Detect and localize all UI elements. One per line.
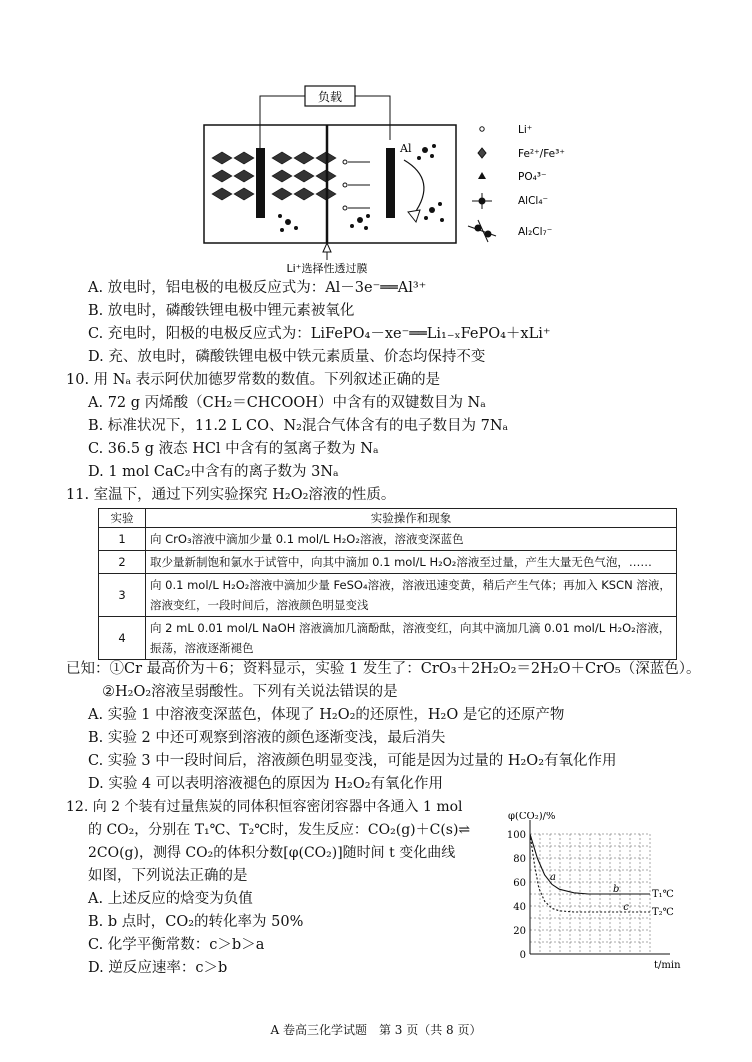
q9-option-c: C. 充电时，阳极的电极反应式为：LiFePO₄－xe⁻══Li₁₋ₓFePO₄＋xLi⁺ bbox=[88, 326, 551, 342]
fe-ion-icon bbox=[478, 148, 486, 158]
page-footer: A 卷高三化学试题 第 3 页（共 8 页） bbox=[270, 1023, 482, 1037]
y-tick-label: 0 bbox=[519, 950, 526, 961]
q12-stem-2: 的 CO₂，分别在 T₁℃、T₂℃时，发生反应：CO₂(g)＋C(s)⇌ bbox=[88, 822, 471, 838]
al2cl7-icon bbox=[468, 220, 496, 242]
legend-item: AlCl₄⁻ bbox=[518, 195, 549, 207]
co2-fraction-chart bbox=[496, 812, 682, 970]
battery-diagram bbox=[200, 80, 572, 275]
table-row bbox=[99, 528, 677, 551]
q10-stem: 10. 用 Nₐ 表示阿伏加德罗常数的数值。下列叙述正确的是 bbox=[66, 372, 441, 388]
lifepo4-crystal-icon bbox=[212, 152, 336, 200]
q11-option-d: D. 实验 4 可以表明溶液褪色的原因为 H₂O₂有氧化作用 bbox=[88, 776, 444, 792]
q12-stem-3: 2CO(g)，测得 CO₂的体积分数[φ(CO₂)]随时间 t 变化曲线 bbox=[88, 845, 456, 861]
q12-option-c: C. 化学平衡常数：c＞b＞a bbox=[88, 937, 265, 953]
series-line bbox=[530, 834, 650, 912]
q12-option-d: D. 逆反应速率：c＞b bbox=[88, 960, 228, 976]
membrane-label: Li⁺选择性透过膜 bbox=[286, 262, 368, 275]
experiment-id: 3 bbox=[99, 574, 146, 617]
q11-stem: 11. 室温下，通过下列实验探究 H₂O₂溶液的性质。 bbox=[66, 487, 396, 503]
experiment-id: 4 bbox=[99, 617, 146, 660]
legend-item: Fe²⁺/Fe³⁺ bbox=[518, 148, 565, 160]
y-tick-label: 80 bbox=[513, 854, 526, 865]
q11-option-c: C. 实验 3 中一段时间后，溶液颜色明显变浅，可能是因为过量的 H₂O₂有氧化作用 bbox=[88, 753, 617, 769]
table-row bbox=[99, 617, 677, 660]
experiment-table bbox=[98, 508, 677, 660]
y-axis-label: φ(CO₂)/% bbox=[508, 812, 556, 822]
table-header: 实验 bbox=[99, 509, 146, 528]
q10-option-c: C. 36.5 g 液态 HCl 中含有的氢离子数为 Nₐ bbox=[88, 441, 379, 457]
y-tick-label: 100 bbox=[506, 830, 526, 841]
legend-item: Al₂Cl₇⁻ bbox=[518, 226, 553, 238]
q9-option-b: B. 放电时，磷酸铁锂电极中锂元素被氧化 bbox=[88, 303, 355, 319]
series-label: T₁℃ bbox=[652, 889, 674, 900]
q12-stem-1: 12. 向 2 个装有过量焦炭的同体积恒容密闭容器中各通入 1 mol bbox=[66, 799, 463, 815]
q10-option-d: D. 1 mol CaC₂中含有的离子数为 3Nₐ bbox=[88, 464, 339, 480]
q9-option-a: A. 放电时，铝电极的电极反应式为：Al－3e⁻══Al³⁺ bbox=[88, 280, 427, 296]
experiment-text: 取少量新制饱和氯水于试管中，向其中滴加 0.1 mol/L H₂O₂溶液至过量，产生大量无色气泡，…… bbox=[146, 551, 677, 574]
q11-known-2: ②H₂O₂溶液呈弱酸性。下列有关说法错误的是 bbox=[102, 684, 398, 700]
q10-option-b: B. 标准状况下，11.2 L CO、N₂混合气体含有的电子数目为 7Nₐ bbox=[88, 418, 509, 434]
q11-option-b: B. 实验 2 中还可观察到溶液的颜色逐渐变浅，最后消失 bbox=[88, 730, 446, 746]
table-header: 实验操作和现象 bbox=[146, 509, 677, 528]
x-axis-label: t/min bbox=[654, 960, 681, 970]
y-tick-label: 20 bbox=[513, 926, 526, 937]
phosphate-icon bbox=[478, 172, 486, 179]
y-tick-label: 60 bbox=[513, 878, 526, 889]
legend-item: Li⁺ bbox=[518, 124, 533, 136]
experiment-text: 向 0.1 mol/L H₂O₂溶液中滴加少量 FeSO₄溶液，溶液迅速变黄，稍后产生气体；再加入 KSCN 溶液，溶液变红，一段时间后，溶液颜色明显变浅 bbox=[146, 574, 677, 617]
q9-option-d: D. 充、放电时，磷酸铁锂电极中铁元素质量、价态均保持不变 bbox=[88, 349, 486, 365]
alcl4-icon bbox=[472, 193, 492, 209]
q12-option-b: B. b 点时，CO₂的转化率为 50% bbox=[88, 914, 304, 930]
q11-known-1: 已知：①Cr 最高价为＋6；资料显示，实验 1 发生了：CrO₃＋2H₂O₂＝2H₂O＋CrO₅（深蓝色）。 bbox=[66, 661, 701, 677]
li-ion-icon bbox=[480, 127, 484, 131]
point-label: c bbox=[623, 902, 629, 913]
table-row bbox=[99, 551, 677, 574]
q12-stem-4: 如图，下列说法正确的是 bbox=[88, 868, 248, 884]
y-tick-label: 40 bbox=[513, 902, 526, 913]
point-label: b bbox=[612, 884, 620, 895]
q12-option-a: A. 上述反应的焓变为负值 bbox=[88, 891, 253, 907]
experiment-id: 2 bbox=[99, 551, 146, 574]
al-label: Al bbox=[400, 142, 412, 155]
series-label: T₂℃ bbox=[652, 907, 674, 918]
experiment-text: 向 2 mL 0.01 mol/L NaOH 溶液滴加几滴酚酞，溶液变红，向其中滴加几滴 0.01 mol/L H₂O₂溶液，振荡，溶液逐渐褪色 bbox=[146, 617, 677, 660]
table-row bbox=[99, 574, 677, 617]
q11-option-a: A. 实验 1 中溶液变深蓝色，体现了 H₂O₂的还原性，H₂O 是它的还原产物 bbox=[88, 707, 565, 723]
legend-item: PO₄³⁻ bbox=[518, 171, 547, 183]
q10-option-a: A. 72 g 丙烯酸（CH₂＝CHCOOH）中含有的双键数目为 Nₐ bbox=[88, 395, 486, 411]
point-label: a bbox=[550, 872, 556, 883]
experiment-text: 向 CrO₃溶液中滴加少量 0.1 mol/L H₂O₂溶液，溶液变深蓝色 bbox=[146, 528, 677, 551]
diagram-legend bbox=[468, 124, 565, 242]
experiment-id: 1 bbox=[99, 528, 146, 551]
load-label: 负载 bbox=[317, 90, 343, 104]
